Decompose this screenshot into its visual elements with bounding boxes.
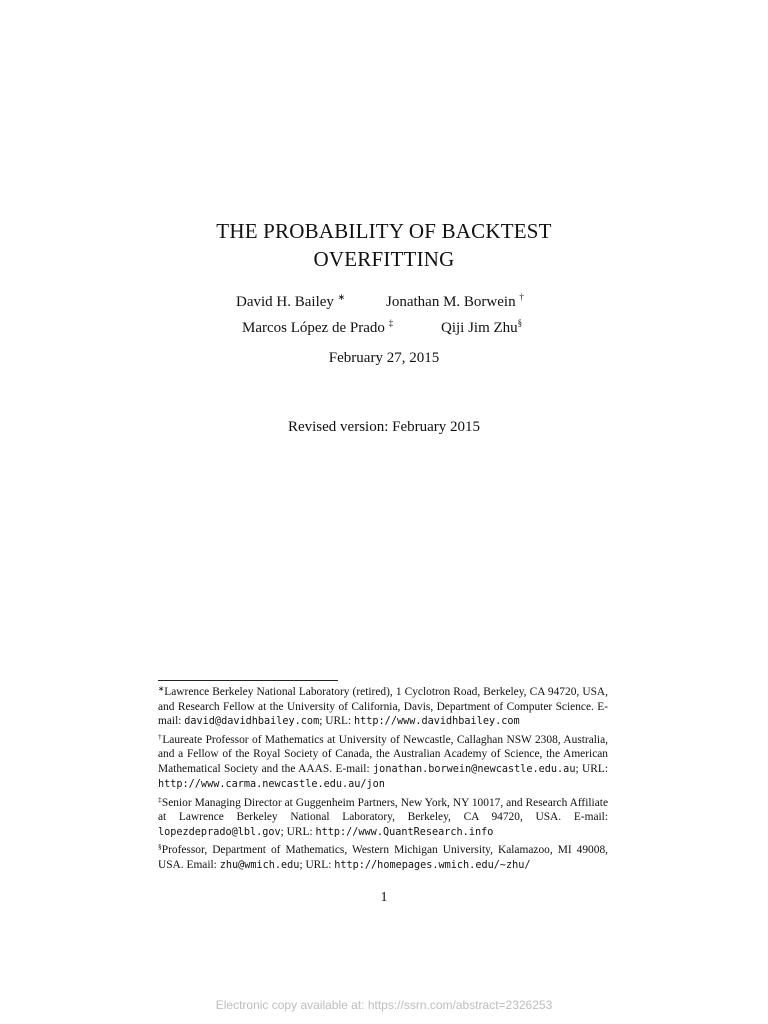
footnote-url[interactable]: http://homepages.wmich.edu/~zhu/ (334, 859, 531, 871)
author-name: Qiji Jim Zhu (441, 320, 518, 336)
footnote-email[interactable]: jonathan.borwein@newcastle.edu.au (373, 763, 576, 775)
footnote-text: Lawrence Berkeley National Laboratory (retired), 1 Cyclotron Road, Berkeley, CA 94720, USA, and Research Fellow at the University of California, Davis, Department of Computer Science. E-mail: (158, 686, 608, 727)
footnote-borwein (158, 730, 608, 793)
footnote-text: ; URL: (319, 715, 355, 727)
footnote-url[interactable]: http://www.davidhbailey.com (354, 716, 520, 727)
footnote-text: ; URL: (280, 825, 316, 838)
author-mark: ‡ (388, 318, 394, 328)
title-line-2: OVERFITTING (313, 247, 455, 271)
footnote-email[interactable]: lopezdeprado@lbl.gov (158, 826, 281, 838)
footnote-mark: ∗ (158, 684, 165, 693)
author-zhu (441, 318, 522, 337)
footnote-email[interactable]: zhu@wmich.edu (219, 859, 300, 871)
footnote-mark: † (158, 731, 163, 741)
author-borwein (386, 292, 524, 311)
footnote-email[interactable]: david@davidhbailey.com (184, 716, 320, 727)
footnote-text: Laureate Professor of Mathematics at University of Newcastle, Callaghan NSW 2308, Australia, and a Fellow of the Royal Society of Canada, the Australian Academy of Science, the American Mathematical Society and the AAAS. E-mail: (158, 733, 609, 775)
footnote-text: Senior Managing Director at Guggenheim Partners, New York, NY 10017, and Research Affiliate at Lawrence Berkeley National Laboratory, Berkeley, CA 94720, USA. E-mail: (158, 796, 608, 823)
footnote-url[interactable]: http://www.carma.newcastle.edu.au/jon (158, 779, 385, 790)
footnotes (158, 682, 608, 873)
footnote-mark: ‡ (158, 794, 162, 804)
author-mark: † (519, 292, 524, 302)
author-lopez-de-prado (242, 318, 393, 337)
author-name: Jonathan M. Borwein (386, 294, 516, 310)
author-mark: ∗ (337, 292, 346, 302)
revised-version: Revised version: February 2015 (287, 419, 481, 435)
footnote-mark: § (158, 842, 162, 851)
page-number: 1 (380, 890, 388, 905)
footnote-bailey (158, 682, 608, 730)
footnote-text: Professor, Department of Mathematics, Western Michigan University, Kalamazoo, MI 49008, USA. Email: (158, 844, 608, 871)
footnote-url[interactable]: http://www.QuantResearch.info (315, 826, 494, 838)
ssrn-notice[interactable]: Electronic copy available at: https://ssrn.com/abstract=2326253 (215, 998, 553, 1012)
footnote-text: ; URL: (299, 858, 335, 871)
author-name: David H. Bailey (236, 294, 334, 310)
paper-title (0, 217, 768, 273)
footnote-rule (158, 680, 338, 681)
footnote-lopez-de-prado (158, 793, 608, 841)
footnote-text: ; URL: (575, 762, 608, 775)
author-name: Marcos López de Prado (242, 320, 385, 336)
paper-date: February 27, 2015 (328, 350, 440, 366)
author-bailey (236, 292, 345, 311)
footnote-zhu (158, 840, 608, 873)
author-mark: § (517, 318, 523, 328)
title-line-1: THE PROBABILITY OF BACKTEST (216, 219, 552, 243)
